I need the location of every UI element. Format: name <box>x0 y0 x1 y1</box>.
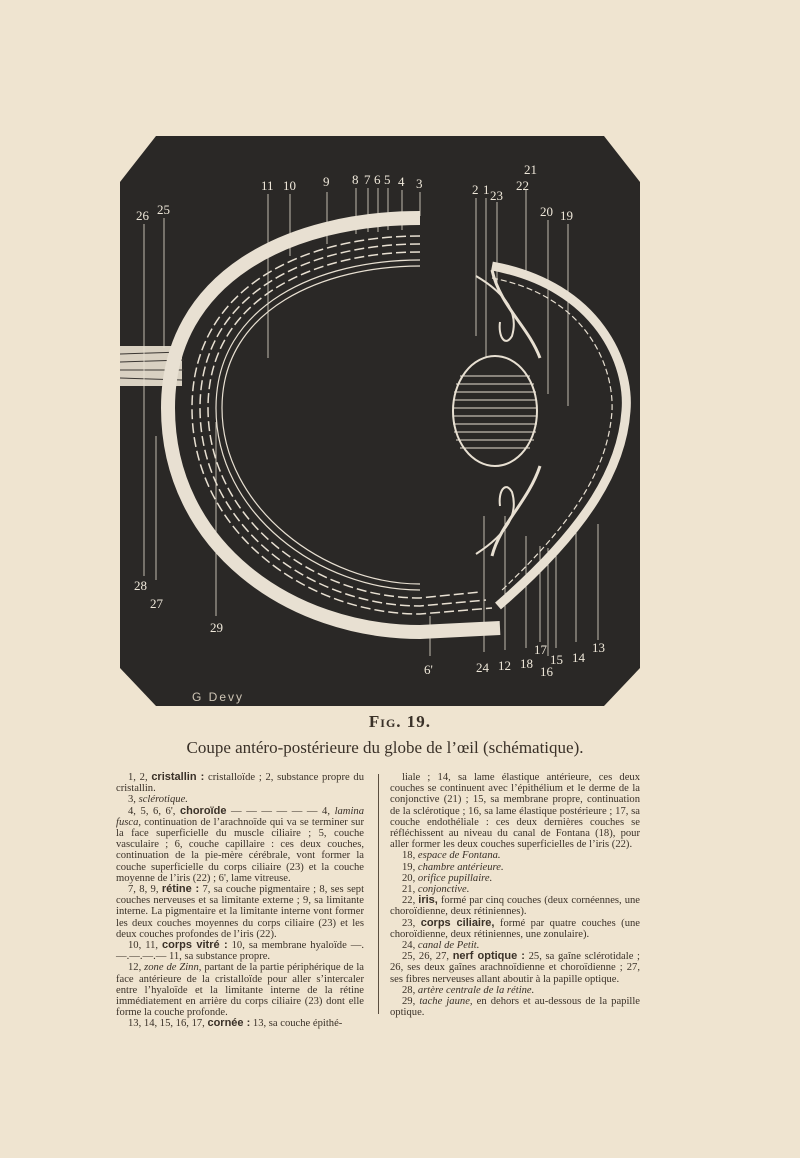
label-13: 13 <box>592 640 605 655</box>
label-15: 15 <box>550 652 563 667</box>
legend-it: tache jaune, <box>419 996 473 1008</box>
figure-caption: Coupe antéro-postérieure du globe de l’œil (schématique). <box>186 738 584 757</box>
legend-entry <box>390 951 640 985</box>
legend-term: cristallin : <box>151 771 205 783</box>
legend-entry <box>116 806 364 884</box>
legend-rest: liale ; 14, sa lame élastique antérieure, ces deux couches se continuent avec l’épithélium et le derme de la conjonctive (21) ; 15, sa membrane propre, continuation de la sclérotique ; 16, sa lame élastique postérieure ; 17, sa couche endothéliale : ces deux dernières couches se réfléchissent au niveau du canal de Fontana (18), pour aller former les deux couches superficielles de l’iris (22). <box>390 772 640 851</box>
legend-n: 29, <box>402 996 420 1008</box>
label-22: 22 <box>516 178 529 193</box>
legend-it2: lamina fusca, <box>116 805 364 828</box>
label-17: 17 <box>534 642 547 657</box>
legend-rest: 13, sa couche épithé- <box>250 1018 343 1030</box>
legend-term: iris, <box>418 894 438 907</box>
label-18: 18 <box>520 656 533 671</box>
legend-it: espace de Fontana. <box>417 850 501 862</box>
label-12: 12 <box>498 658 511 673</box>
legend-n: 22, <box>402 895 419 907</box>
legend-entry <box>390 996 640 1018</box>
legend-term: corps vitré : <box>162 939 228 952</box>
legend-n: 3, <box>128 794 139 806</box>
label-5: 5 <box>384 172 391 187</box>
legend-n: 20, <box>402 872 418 884</box>
legend-rest: 25, sa gaîne sclérotidale ; 26, ses deux gaînes arachnoïdienne et choroïdienne ; 27, ses fibres nerveuses allant aboutir à la papille optique. <box>390 951 640 985</box>
legend-term: nerf optique : <box>452 950 525 963</box>
legend-n: 19, <box>402 861 418 873</box>
legend-it: zone de Zinn, <box>144 962 202 974</box>
label-4: 4 <box>398 174 405 189</box>
label-25: 25 <box>157 202 170 217</box>
label-14: 14 <box>572 650 585 665</box>
lens <box>453 356 537 466</box>
legend-entry <box>390 873 640 884</box>
legend-it: canal de Petit. <box>417 940 480 952</box>
legend-term: choroïde <box>180 804 227 817</box>
legend-rest: formé par cinq couches (deux cornéennes, une choroïdienne, deux rétiniennes). <box>390 895 640 918</box>
legend-it: orifice pupillaire. <box>417 872 493 884</box>
legend-entry <box>390 772 640 850</box>
label-29: 29 <box>210 620 223 635</box>
label-2: 2 <box>472 182 479 197</box>
engraver-signature: G Devy <box>192 690 245 704</box>
label-24: 24 <box>476 660 489 675</box>
legend-term: cornée : <box>207 1017 251 1030</box>
figure-number: Fig. 19. <box>368 712 432 731</box>
legend-rest: — — — — — — 4, <box>226 805 335 817</box>
label-11: 11 <box>261 178 274 193</box>
legend-it: conjonctive. <box>417 884 470 896</box>
label-27: 27 <box>150 596 163 611</box>
legend-entry <box>390 895 640 917</box>
legend-left-column <box>116 772 364 1030</box>
legend-rest: en dehors et au-dessous de la papille optique. <box>390 996 640 1019</box>
legend-rest2: continuation de l’arachnoïde qui va se terminer sur la face superficielle du muscle ciliaire ; 5, couche vasculaire ; 6, couche capillaire : ces deux couches, continuation de la pie-mère cérébrale, vont former la couche superficielle du corps ciliaire (23) et la couche moyenne de l’iris (22) ; 6', lame vitreuse. <box>116 816 364 884</box>
legend-term: corps ciliaire, <box>420 916 495 929</box>
legend-n: 12, <box>128 962 145 974</box>
label-20: 20 <box>540 204 553 219</box>
legend-n: 10, 11, <box>128 940 163 952</box>
column-divider <box>378 774 379 1014</box>
legend-entry <box>116 1018 364 1029</box>
label-3: 3 <box>416 176 423 191</box>
legend-term: rétine : <box>161 883 200 896</box>
legend-n: 7, 8, 9, <box>128 884 162 896</box>
label-19: 19 <box>560 208 573 223</box>
label-26: 26 <box>136 208 149 223</box>
legend-n: 1, 2, <box>128 772 152 783</box>
legend-entry <box>116 794 364 805</box>
legend-entry <box>116 940 364 962</box>
label-7: 7 <box>364 172 371 187</box>
label-10: 10 <box>283 178 296 193</box>
eye-section-plate <box>120 136 640 706</box>
legend-rest: 10, sa membrane hyaloïde —.—.—.—.— 11, sa substance propre. <box>116 940 364 963</box>
legend-n: 13, 14, 15, 16, 17, <box>128 1018 208 1030</box>
label-23: 23 <box>490 188 503 203</box>
label-1: 1 <box>483 182 490 197</box>
legend-entry <box>390 850 640 861</box>
legend-entry <box>116 962 364 1018</box>
legend-n: 23, <box>402 917 421 929</box>
legend-rest: formé par quatre couches (une choroïdienne, deux rétiniennes, une zonulaire). <box>390 917 640 940</box>
label-8: 8 <box>352 172 359 187</box>
label-9: 9 <box>323 174 330 189</box>
legend-rest: cristalloïde ; 2, substance propre du cristallin. <box>116 772 364 795</box>
legend-n: 25, 26, 27, <box>402 951 453 963</box>
legend-it: artère centrale de la rétine. <box>417 984 535 996</box>
legend-rest: 7, sa couche pigmentaire ; 8, ses sept couches nerveuses et sa limitante externe ; 9, sa limitante interne. La pigmentaire et la limitante interne vont former les deux couches moyennes du corps ciliaire (23) et les deux couches profondes de l’iris (22). <box>116 884 365 940</box>
legend-entry <box>390 918 640 940</box>
label-6-prime: 6' <box>424 662 433 677</box>
label-16: 16 <box>540 664 553 679</box>
legend-n: 21, <box>402 884 418 896</box>
legend-right-column <box>390 772 640 1018</box>
legend-rest: partant de la partie périphérique de la face antérieure de la cristalloïde pour aller s’intercaler entre l’hyaloïde et la limitante interne de la rétine immédiatement en arrière du corps ciliaire (23) dont elle forme la couche profonde. <box>116 962 365 1019</box>
legend-n: 4, 5, 6, 6', <box>128 805 180 817</box>
legend-entry <box>116 772 364 794</box>
legend-entry <box>116 884 364 940</box>
legend-n: 18, <box>402 850 418 862</box>
legend-entry <box>390 862 640 873</box>
label-6: 6 <box>374 172 381 187</box>
legend-n: 24, <box>402 940 418 952</box>
legend-it: chambre antérieure. <box>417 861 504 873</box>
legend-it: sclérotique. <box>138 794 188 806</box>
label-21: 21 <box>524 162 537 177</box>
label-28: 28 <box>134 578 147 593</box>
legend-entry <box>390 985 640 996</box>
legend-n: 28, <box>402 984 418 996</box>
